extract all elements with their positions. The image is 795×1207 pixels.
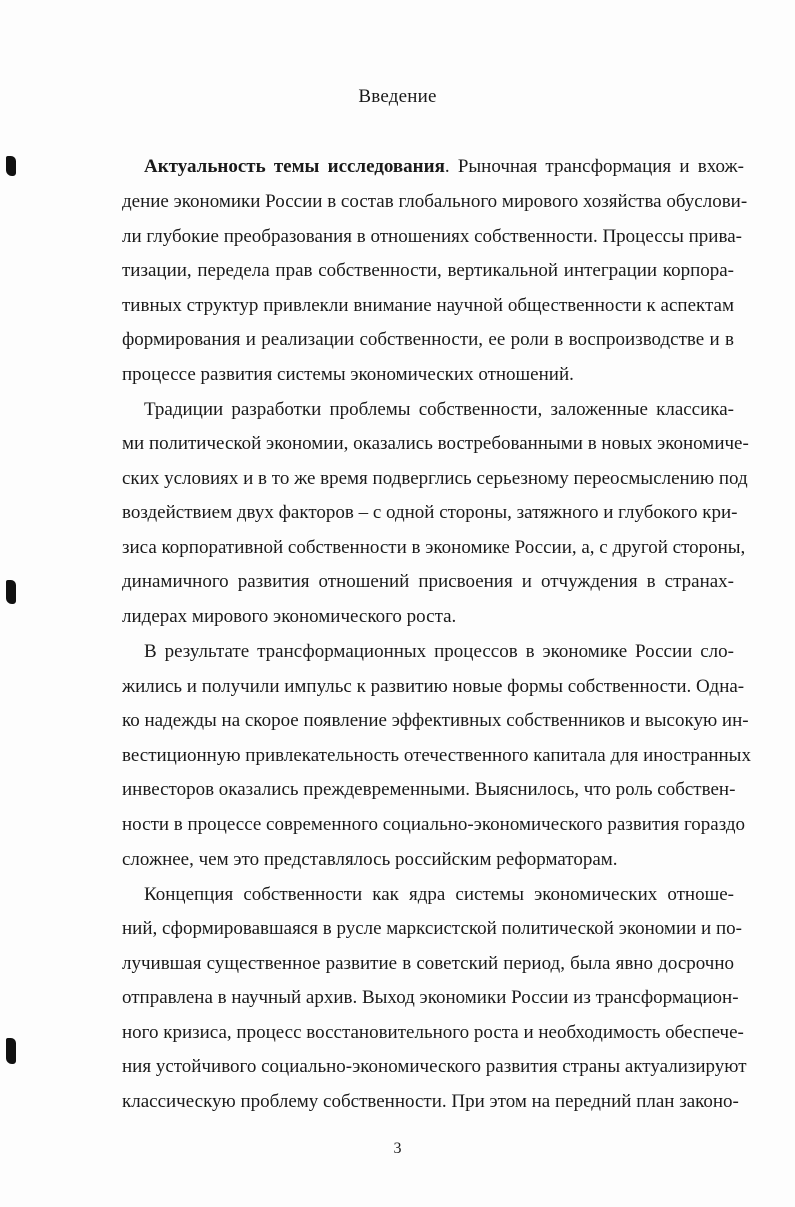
paragraph-4-line-2: ний, сформировавшаяся в русле марксистской политической экономии и по- (122, 918, 742, 939)
line-text: . Рыночная трансформация и вхож- (444, 156, 744, 177)
paragraph-1-line-4: тизации, передела прав собственности, вертикальной интеграции корпора- (122, 260, 734, 281)
paragraph-2-line-2: ми политической экономии, оказались востребованными в новых экономиче- (122, 433, 749, 454)
paragraph-2-line-6: динамичного развития отношений присвоения и отчуждения в странах- (122, 571, 734, 592)
paragraph-4-line-5: ного кризиса, процесс восстановительного роста и необходимость обеспече- (122, 1022, 744, 1043)
paragraph-2-line-3: ских условиях и в то же время подверглись серьезному переосмыслению под (122, 468, 748, 489)
paragraph-2-line-4: воздействием двух факторов – с одной стороны, затяжного и глубокого кри- (122, 502, 738, 523)
paragraph-3-line-5: инвесторов оказались преждевременными. Выяснилось, что роль собствен- (122, 779, 736, 800)
page-number: 3 (393, 1140, 402, 1157)
page-title: Введение (358, 86, 437, 107)
paragraph-3-line-7: сложнее, чем это представлялось российским реформаторам. (122, 849, 618, 870)
paragraph-3-line-2: жились и получили импульс к развитию новые формы собственности. Одна- (122, 676, 745, 697)
paragraph-3-line-3: ко надежды на скорое появление эффективных собственников и высокую ин- (122, 710, 749, 731)
paragraph-3-line-6: ности в процессе современного социально-экономического развития гораздо (122, 814, 746, 835)
paragraph-2-line-7: лидерах мирового экономического роста. (122, 606, 457, 627)
paragraph-4-line-6: ния устойчивого социально-экономического развития страны актуализируют (122, 1056, 747, 1077)
paragraph-1-line-6: формирования и реализации собственности, ее роли в воспроизводстве и в (122, 329, 734, 350)
paragraph-1-line-3: ли глубокие преобразования в отношениях собственности. Процессы прива- (122, 226, 742, 247)
paragraph-1-line-1 (144, 155, 744, 179)
scan-binding-mark (6, 1038, 16, 1064)
paragraph-1-line-7: процессе развития системы экономических отношений. (122, 364, 574, 385)
paragraph-4-line-7: классическую проблему собственности. При этом на передний план законо- (122, 1091, 739, 1112)
paragraph-1-line-2: дение экономики России в состав глобального мирового хозяйства обуслови- (122, 191, 748, 212)
paragraph-2-line-5: зиса корпоративной собственности в экономике России, а, с другой стороны, (122, 537, 746, 558)
paragraph-1-line-5: тивных структур привлекли внимание научной общественности к аспектам (122, 295, 734, 316)
scan-binding-mark (6, 156, 16, 176)
paragraph-2-line-1: Традиции разработки проблемы собственности, заложенные классика- (144, 399, 734, 420)
paragraph-3-line-1: В результате трансформационных процессов в экономике России сло- (144, 641, 734, 662)
bold-lead-text: Актуальность темы исследования (144, 156, 445, 177)
scan-binding-mark (6, 580, 16, 604)
paragraph-4-line-4: отправлена в научный архив. Выход экономики России из трансформацион- (122, 987, 739, 1008)
paragraph-3-line-4: вестиционную привлекательность отечественного капитала для иностранных (122, 745, 751, 766)
paragraph-4-line-3: лучившая существенное развитие в советский период, была явно досрочно (122, 953, 734, 974)
paragraph-4-line-1: Концепция собственности как ядра системы экономических отноше- (144, 884, 734, 905)
